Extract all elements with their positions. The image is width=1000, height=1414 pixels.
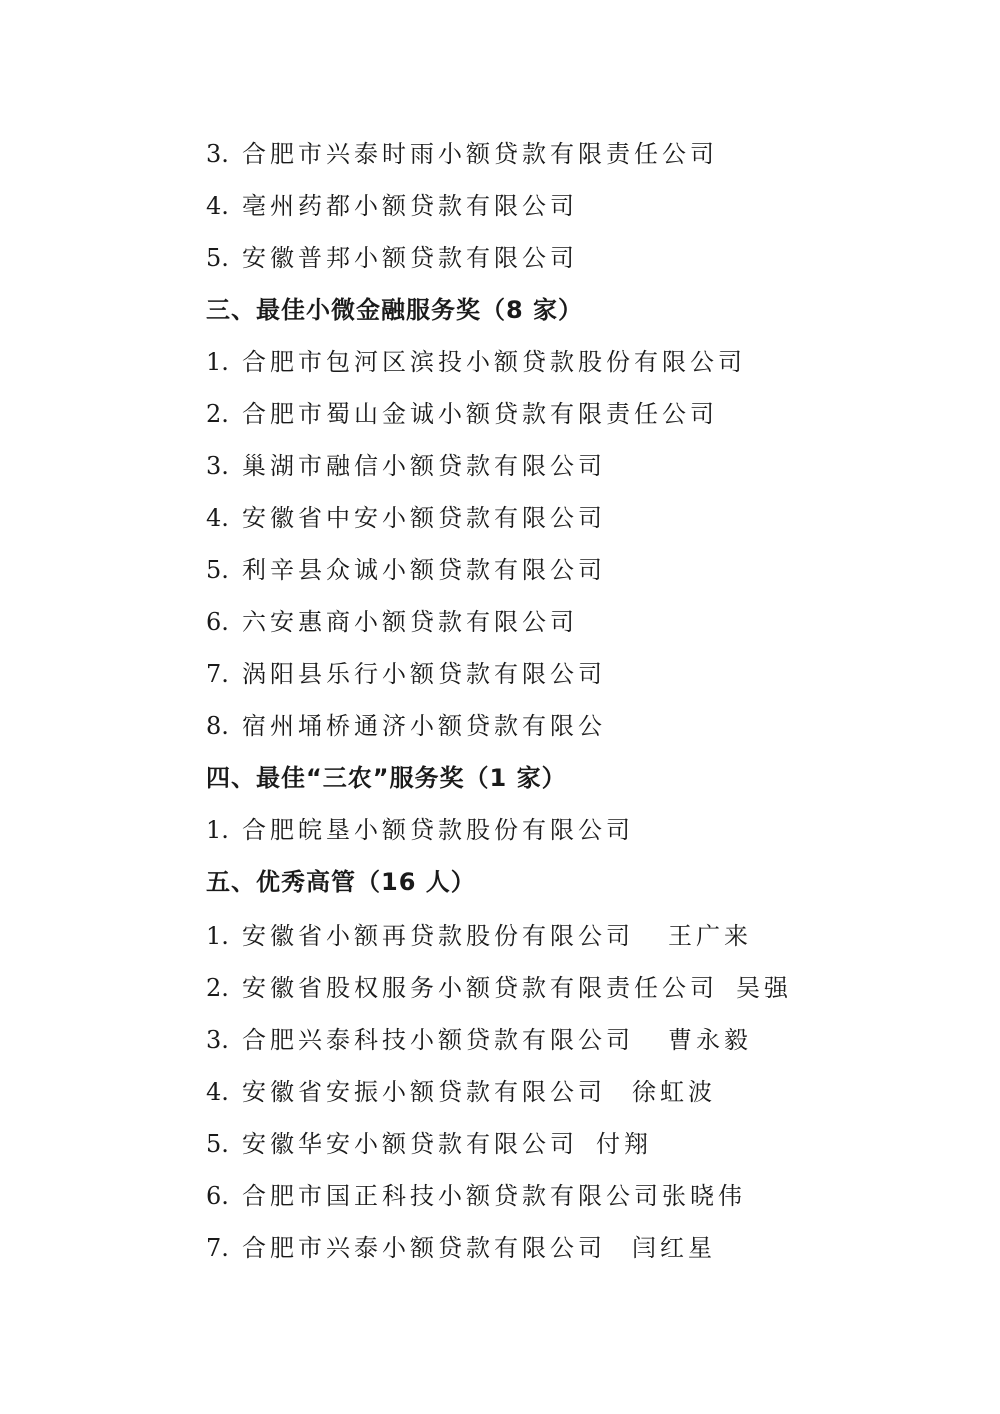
item-number: 7. [206, 1234, 229, 1262]
company-name: 合肥市兴泰时雨小额贷款有限责任公司 [242, 140, 718, 168]
item-number: 1. [206, 348, 229, 376]
item-number: 5. [206, 1130, 229, 1158]
list-item [206, 706, 606, 746]
list-item [206, 394, 718, 434]
person-name: 王广来 [668, 922, 752, 950]
company-name: 合肥皖垦小额贷款股份有限公司 [242, 816, 634, 844]
company-name: 安徽省股权服务小额贷款有限责任公司 [242, 974, 718, 1002]
list-item [206, 550, 606, 590]
item-number: 4. [206, 1078, 229, 1106]
item-number: 6. [206, 1182, 229, 1210]
item-number: 5. [206, 556, 229, 584]
item-number: 5. [206, 244, 229, 272]
company-name: 安徽普邦小额贷款有限公司 [242, 244, 578, 272]
list-item [206, 1176, 746, 1216]
person-name: 吴强 [736, 974, 792, 1002]
list-item [206, 916, 752, 956]
item-number: 2. [206, 400, 229, 428]
company-name: 合肥市包河区滨投小额贷款股份有限公司 [242, 348, 746, 376]
list-item [206, 1228, 716, 1268]
item-number: 3. [206, 452, 229, 480]
person-name: 曹永毅 [668, 1026, 752, 1054]
company-name: 巢湖市融信小额贷款有限公司 [242, 452, 606, 480]
section-heading: 五、优秀高管（16 人） [206, 868, 476, 896]
list-item [206, 968, 792, 1008]
company-name: 安徽华安小额贷款有限公司 [242, 1130, 578, 1158]
item-number: 3. [206, 140, 229, 168]
item-number: 3. [206, 1026, 229, 1054]
company-name: 合肥市蜀山金诚小额贷款有限责任公司 [242, 400, 718, 428]
list-item [206, 810, 634, 850]
company-name: 合肥市兴泰小额贷款有限公司 [242, 1234, 606, 1262]
company-name: 合肥市国正科技小额贷款有限公司 [242, 1182, 662, 1210]
section-heading: 三、最佳小微金融服务奖（8 家） [206, 296, 584, 324]
company-name: 安徽省小额再贷款股份有限公司 [242, 922, 634, 950]
person-name: 徐虹波 [632, 1078, 716, 1106]
list-item [206, 602, 578, 642]
section-heading: 四、最佳“三农”服务奖（1 家） [206, 764, 567, 792]
list-item [206, 134, 718, 174]
person-name: 张晓伟 [662, 1182, 746, 1210]
item-number: 4. [206, 504, 229, 532]
company-name: 安徽省中安小额贷款有限公司 [242, 504, 606, 532]
item-number: 4. [206, 192, 229, 220]
company-name: 利辛县众诚小额贷款有限公司 [242, 556, 606, 584]
list-item [206, 498, 606, 538]
company-name: 安徽省安振小额贷款有限公司 [242, 1078, 606, 1106]
item-number: 1. [206, 816, 229, 844]
person-name: 付翔 [596, 1130, 652, 1158]
item-number: 8. [206, 712, 229, 740]
item-number: 7. [206, 660, 229, 688]
company-name: 涡阳县乐行小额贷款有限公司 [242, 660, 606, 688]
list-item [206, 238, 578, 278]
list-item [206, 1072, 716, 1112]
item-number: 2. [206, 974, 229, 1002]
company-name: 合肥兴泰科技小额贷款有限公司 [242, 1026, 634, 1054]
list-item [206, 1020, 752, 1060]
company-name: 亳州药都小额贷款有限公司 [242, 192, 578, 220]
company-name: 宿州埇桥通济小额贷款有限公 [242, 712, 606, 740]
item-number: 1. [206, 922, 229, 950]
list-item [206, 1124, 652, 1164]
item-number: 6. [206, 608, 229, 636]
person-name: 闫红星 [632, 1234, 716, 1262]
list-item [206, 342, 746, 382]
company-name: 六安惠商小额贷款有限公司 [242, 608, 578, 636]
list-item [206, 186, 578, 226]
list-item [206, 654, 606, 694]
list-item [206, 446, 606, 486]
